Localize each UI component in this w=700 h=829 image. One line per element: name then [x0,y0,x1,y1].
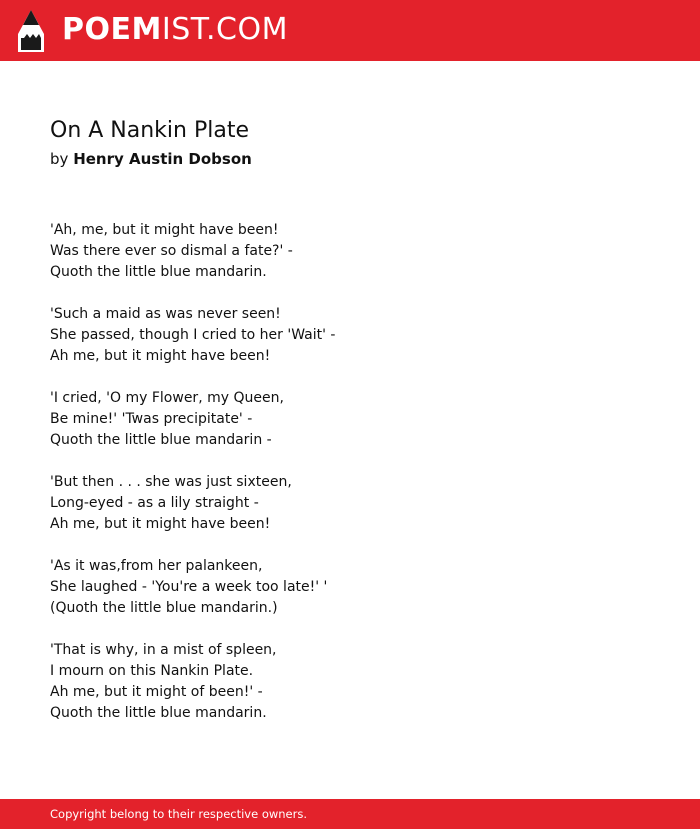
site-header [0,0,700,61]
site-logo[interactable] [62,12,288,48]
poem-line: 'But then . . . she was just sixteen, [50,474,292,490]
poem-author: Henry Austin Dobson [73,150,252,168]
by-label: by [50,150,69,168]
poem-line: Long-eyed - as a lily straight - [50,495,259,511]
poem-title: On A Nankin Plate [50,118,249,143]
stanza [50,556,650,619]
poem-line: Ah me, but it might have been! [50,516,271,532]
poem-line: Ah me, but it might have been! [50,348,271,364]
stanza [50,640,650,724]
poem-line: 'Such a maid as was never seen! [50,306,281,322]
poem-line: Quoth the little blue mandarin. [50,264,267,280]
poem-line: Quoth the little blue mandarin. [50,705,267,721]
logo-bold-text: POEM [62,12,162,47]
poem-line: 'I cried, 'O my Flower, my Queen, [50,390,284,406]
stanza [50,472,650,535]
poem-body [50,220,650,724]
poem-byline [50,148,650,170]
poem-line: Be mine!' 'Twas precipitate' - [50,411,253,427]
poem-line: (Quoth the little blue mandarin.) [50,600,278,616]
copyright-text: Copyright belong to their respective owners. [50,807,308,821]
poem-line: 'That is why, in a mist of spleen, [50,642,277,658]
poem-line: She laughed - 'You're a week too late!' ' [50,579,328,595]
site-footer [0,799,700,829]
poem-line: I mourn on this Nankin Plate. [50,663,254,679]
poem-line: She passed, though I cried to her 'Wait' - [50,327,336,343]
stanza [50,304,650,367]
poem-line: Quoth the little blue mandarin - [50,432,272,448]
poem-line: 'Ah, me, but it might have been! [50,222,279,238]
poem-content [50,116,650,745]
stanza [50,388,650,451]
logo-light-text: IST.COM [161,12,288,47]
pencil-logo-icon[interactable] [18,10,44,52]
poem-line: Was there ever so dismal a fate?' - [50,243,293,259]
poem-line: Ah me, but it might of been!' - [50,684,263,700]
poem-line: 'As it was,from her palankeen, [50,558,263,574]
stanza [50,220,650,283]
